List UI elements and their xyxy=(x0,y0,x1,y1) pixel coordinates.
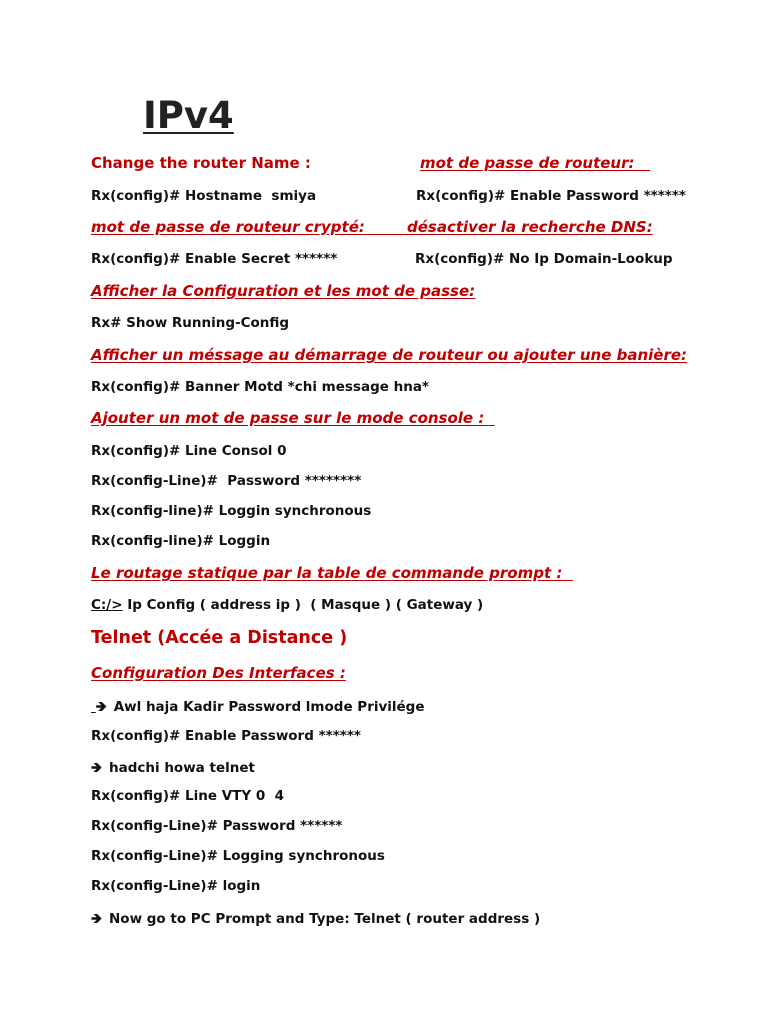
cmd-vty-login: Rx(config-Line)# login xyxy=(91,878,261,894)
heading-interfaces-config: Configuration Des Interfaces : xyxy=(91,664,346,682)
heading-console-password: Ajouter un mot de passe sur le mode console : xyxy=(91,409,495,427)
heading-show-config: Afficher la Configuration et les mot de passe: xyxy=(91,282,476,300)
heading-router-password: mot de passe de routeur: xyxy=(420,154,651,172)
arrow-right-icon: 🡺 xyxy=(91,760,102,776)
heading-static-routing: Le routage statique par la table de commande prompt : xyxy=(91,564,573,582)
cmd-line-console: Rx(config)# Line Consol 0 xyxy=(91,443,287,459)
cmd-enable-password-2: Rx(config)# Enable Password ****** xyxy=(91,728,361,744)
heading-encrypted-password: mot de passe de routeur crypté: xyxy=(91,218,428,236)
cmd-ip-config: C:/> Ip Config ( address ip ) ( Masque ) ( Gateway ) xyxy=(91,597,484,613)
cmd-console-password: Rx(config-Line)# Password ******** xyxy=(91,473,362,489)
arrow-right-icon: 🡺 xyxy=(91,911,102,927)
heading-change-router-name: Change the router Name : xyxy=(91,154,311,172)
cmd-banner-motd: Rx(config)# Banner Motd *chi message hna* xyxy=(91,379,429,395)
heading-telnet: Telnet (Accée a Distance ) xyxy=(91,628,348,648)
step-privilege-password: 🡺 Awl haja Kadir Password lmode Privilége xyxy=(91,697,425,720)
cmd-vty-logging: Rx(config-Line)# Logging synchronous xyxy=(91,848,385,864)
heading-disable-dns: désactiver la recherche DNS: xyxy=(407,218,653,236)
cmd-logging-synchronous: Rx(config-line)# Loggin synchronous xyxy=(91,503,372,519)
step-pc-prompt: 🡺 Now go to PC Prompt and Type: Telnet ( router address ) xyxy=(91,909,540,932)
cmd-enable-secret: Rx(config)# Enable Secret ****** xyxy=(91,251,338,267)
cmd-no-ip-domain-lookup: Rx(config)# No Ip Domain-Lookup xyxy=(415,251,673,267)
heading-banner: Afficher un méssage au démarrage de routeur ou ajouter une banière: xyxy=(91,346,688,364)
cmd-enable-password: Rx(config)# Enable Password ****** xyxy=(416,188,686,204)
cmd-login: Rx(config-line)# Loggin xyxy=(91,533,271,549)
prompt-prefix: C:/> xyxy=(91,597,123,613)
cmd-line-vty: Rx(config)# Line VTY 0 4 xyxy=(91,788,285,804)
cmd-hostname: Rx(config)# Hostname smiya xyxy=(91,188,317,204)
step-telnet-note: 🡺 hadchi howa telnet xyxy=(91,758,255,781)
cmd-vty-password: Rx(config-Line)# Password ****** xyxy=(91,818,343,834)
arrow-right-icon: 🡺 xyxy=(95,699,107,715)
page-title: IPv4 xyxy=(143,94,234,137)
cmd-show-running-config: Rx# Show Running-Config xyxy=(91,315,290,331)
